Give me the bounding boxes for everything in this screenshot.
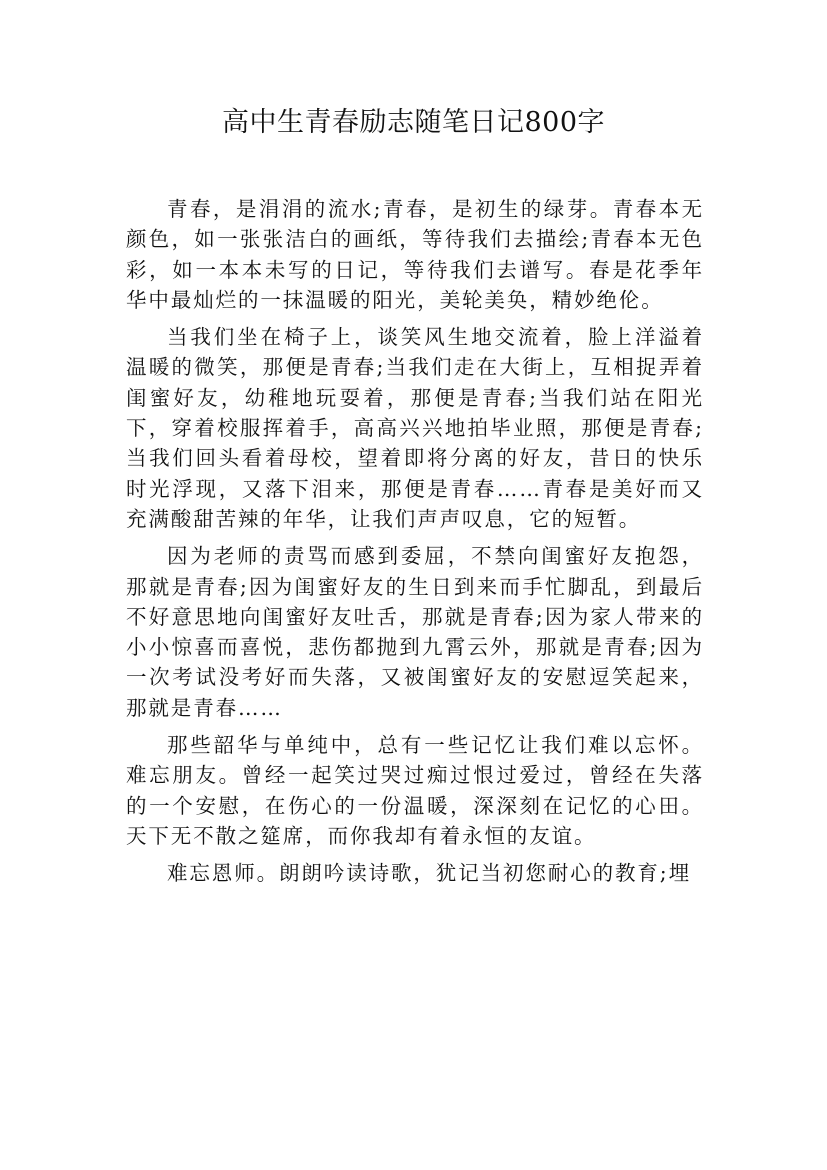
- paragraph-1: 青春，是涓涓的流水;青春，是初生的绿芽。青春本无颜色，如一张张洁白的画纸，等待我们去描绘;青春本无色彩，如一本本未写的日记，等待我们去谱写。春是花季年华中最灿烂的一抹温暖的阳光，美轮美奂，精妙绝伦。: [126, 197, 704, 312]
- paragraph-2: 当我们坐在椅子上，谈笑风生地交流着，脸上洋溢着温暖的微笑，那便是青春;当我们走在大街上，互相捉弄着闺蜜好友，幼稚地玩耍着，那便是青春;当我们站在阳光下，穿着校服挥着手，高高兴兴地拍毕业照，那便是青春;当我们回头看着母校，望着即将分离的好友，昔日的快乐时光浮现，又落下泪来，那便是青春……青春是美好而又充满酸甜苦辣的年华，让我们声声叹息，它的短暂。: [126, 325, 704, 531]
- paragraph-3: 因为老师的责骂而感到委屈，不禁向闺蜜好友抱怨，那就是青春;因为闺蜜好友的生日到来而手忙脚乱，到最后不好意思地向闺蜜好友吐舌，那就是青春;因为家人带来的小小惊喜而喜悦，悲伤都抛到九霄云外，那就是青春;因为一次考试没考好而失落，又被闺蜜好友的安慰逗笑起来，那就是青春……: [126, 544, 704, 720]
- paragraph-4: 那些韶华与单纯中，总有一些记忆让我们难以忘怀。难忘朋友。曾经一起笑过哭过痴过恨过爱过，曾经在失落的一个安慰，在伤心的一份温暖，深深刻在记忆的心田。天下无不散之筵席，而你我却有着永恒的友谊。: [126, 733, 704, 848]
- document-body: [126, 194, 704, 896]
- paragraph-5: 难忘恩师。朗朗吟读诗歌，犹记当初您耐心的教育;埋: [167, 861, 692, 886]
- document-title: 高中生青春励志随笔日记800字: [221, 107, 606, 138]
